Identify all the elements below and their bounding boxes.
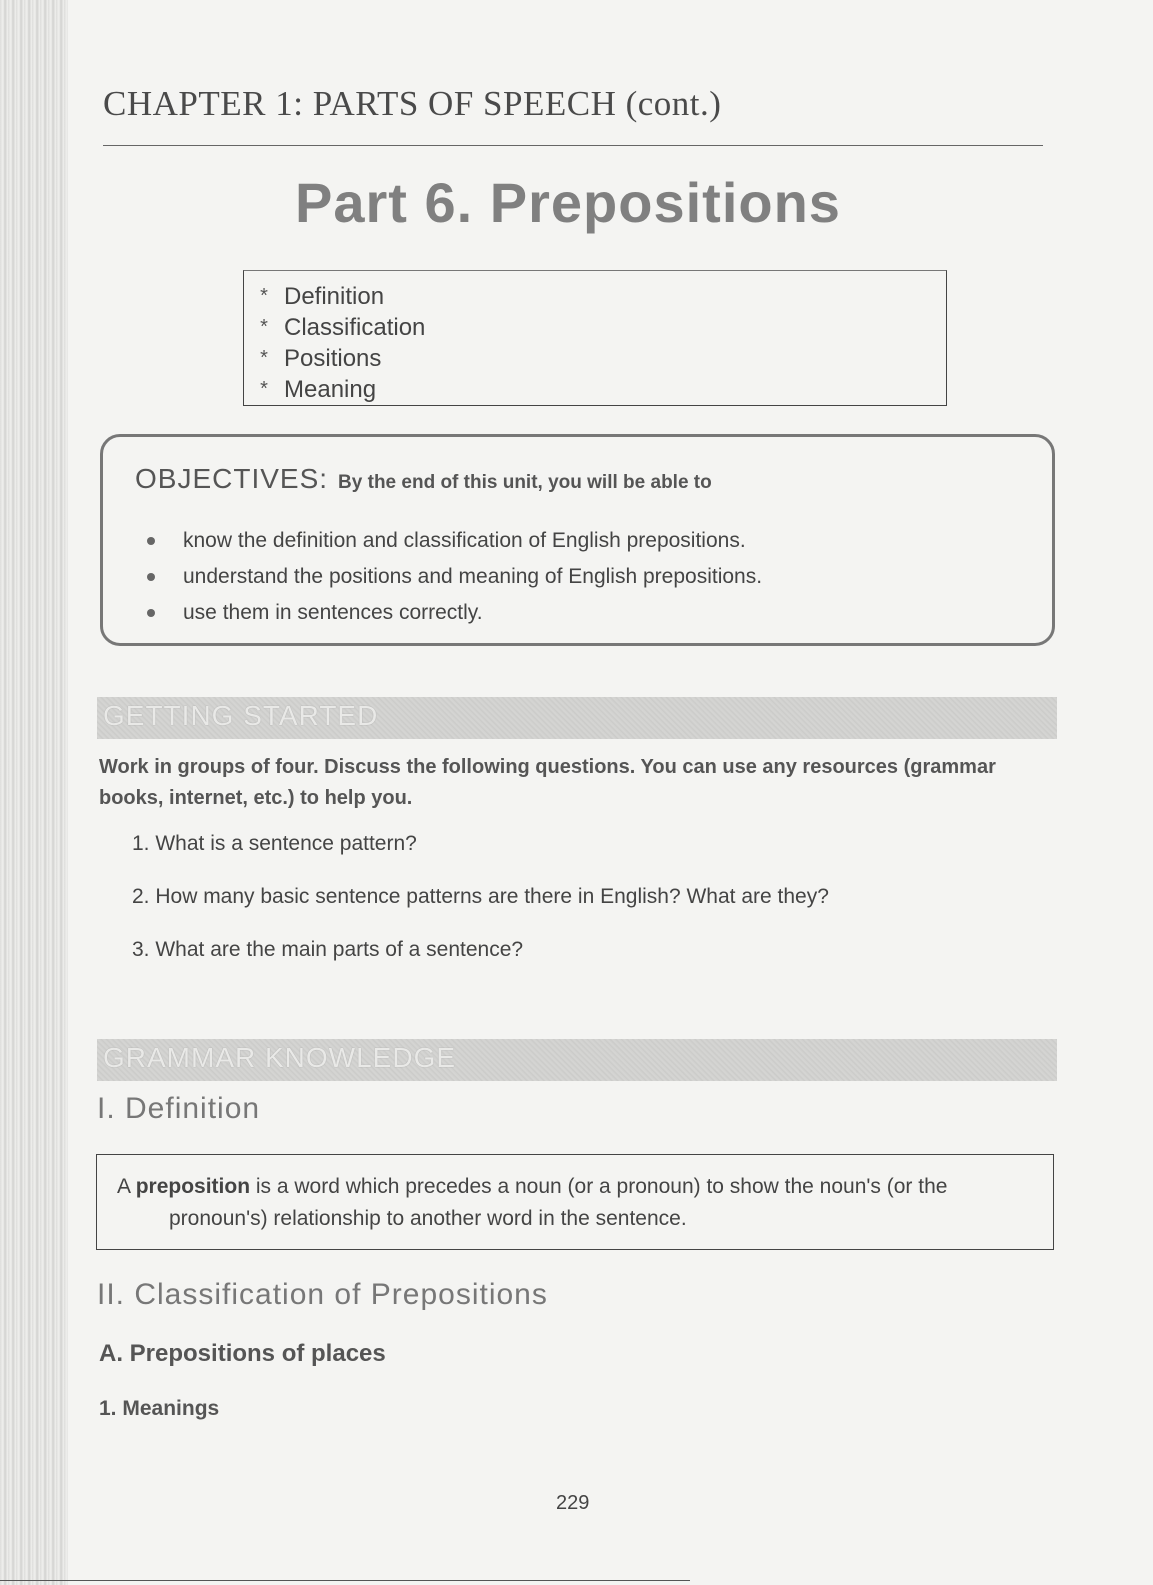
- contents-item: [244, 374, 946, 405]
- question-item: 3. What are the main parts of a sentence?: [132, 938, 524, 961]
- prepositions-of-places-heading: A. Prepositions of places: [99, 1340, 386, 1367]
- objective-text: use them in sentences correctly.: [183, 601, 483, 624]
- objectives-title: OBJECTIVES:: [135, 463, 329, 494]
- grammar-knowledge-label: GRAMMAR KNOWLEDGE: [103, 1042, 457, 1073]
- definition-prefix: A: [117, 1175, 136, 1198]
- definition-term: preposition: [135, 1175, 251, 1198]
- bottom-rule: [0, 1580, 690, 1581]
- meanings-heading: 1. Meanings: [99, 1397, 220, 1420]
- dot-bullet-icon: [147, 573, 155, 581]
- objectives-box: [100, 434, 1055, 646]
- group-instruction: Work in groups of four. Discuss the following questions. You can use any resources (grammar books, internet, etc.) to help you.: [99, 756, 996, 809]
- asterisk-bullet: *: [260, 347, 268, 369]
- definition-box: [96, 1154, 1054, 1250]
- contents-box: [243, 270, 947, 406]
- dot-bullet-icon: [147, 609, 155, 617]
- question-item: 2. How many basic sentence patterns are there in English? What are they?: [132, 885, 829, 908]
- asterisk-bullet: *: [260, 285, 268, 307]
- page-number: 229: [556, 1492, 590, 1514]
- classification-heading: II. Classification of Prepositions: [97, 1278, 548, 1311]
- objective-item: [147, 595, 762, 631]
- contents-item: [244, 312, 946, 343]
- objective-item: [147, 559, 762, 595]
- objectives-header: [135, 463, 712, 495]
- definition-body: is a word which precedes a noun (or a pronoun) to show the noun's (or the pronoun's) relationship to another word in the sentence.: [169, 1175, 948, 1230]
- chapter-heading: CHAPTER 1: PARTS OF SPEECH (cont.): [103, 84, 722, 123]
- discussion-questions: [132, 832, 829, 991]
- getting-started-label: GETTING STARTED: [103, 700, 379, 731]
- objectives-lead: By the end of this unit, you will be able to: [338, 472, 712, 493]
- definition-text: [117, 1171, 1033, 1235]
- contents-item: [244, 281, 946, 312]
- grammar-knowledge-banner: [97, 1039, 1057, 1081]
- scan-shadow-edge: [0, 0, 68, 1585]
- getting-started-banner: [97, 697, 1057, 739]
- asterisk-bullet: *: [260, 378, 268, 400]
- chapter-rule: [103, 145, 1043, 146]
- objective-item: [147, 523, 762, 559]
- definition-heading: I. Definition: [97, 1092, 261, 1125]
- contents-item-label: Definition: [284, 282, 385, 310]
- objectives-list: [147, 523, 762, 631]
- contents-item-label: Classification: [284, 313, 426, 341]
- objective-text: know the definition and classification of English prepositions.: [183, 529, 746, 552]
- contents-item: [244, 343, 946, 374]
- contents-item-label: Meaning: [284, 375, 377, 403]
- objective-text: understand the positions and meaning of English prepositions.: [183, 565, 763, 588]
- dot-bullet-icon: [147, 537, 155, 545]
- contents-item-label: Positions: [284, 344, 382, 372]
- part-title: Part 6. Prepositions: [295, 171, 841, 234]
- asterisk-bullet: *: [260, 316, 268, 338]
- question-item: 1. What is a sentence pattern?: [132, 832, 417, 855]
